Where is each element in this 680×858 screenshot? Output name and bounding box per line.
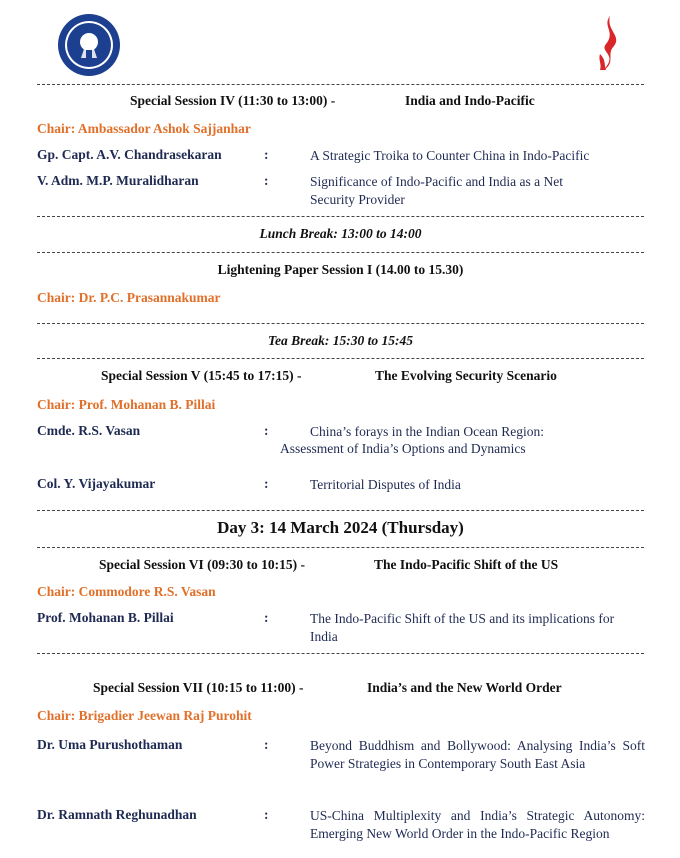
paper-title: Beyond Buddhism and Bollywood: Analysing India’s Soft Power Strategies in Contemporary South East Asia <box>310 738 645 771</box>
session-chair: Chair: Brigadier Jeewan Raj Purohit <box>37 708 252 723</box>
paper-title: Territorial Disputes of India <box>310 477 461 492</box>
speaker-name: Gp. Capt. A.V. Chandrasekaran <box>37 147 222 162</box>
paper-title: The Indo-Pacific Shift of the US and its implications for India <box>310 611 615 644</box>
session-header <box>37 93 644 111</box>
session-header <box>37 368 644 386</box>
session-title: Special Session VI (09:30 to 10:15) - <box>99 557 306 572</box>
session-chair: Chair: Dr. P.C. Prasannakumar <box>37 290 221 305</box>
flame-logo <box>596 14 622 72</box>
divider <box>37 510 644 511</box>
session-title: Lightening Paper Session I (14.00 to 15.30) <box>217 262 464 277</box>
tea-break: Tea Break: 15:30 to 15:45 <box>268 333 413 348</box>
separator-colon: : <box>264 147 269 162</box>
divider <box>37 84 644 85</box>
divider <box>37 547 644 548</box>
paper-title-line1: China’s forays in the Indian Ocean Region: <box>310 424 544 439</box>
session-theme: India’s and the New World Order <box>367 680 562 695</box>
speaker-name: Dr. Ramnath Reghunadhan <box>37 807 197 822</box>
session-title: Special Session IV (11:30 to 13:00) - <box>130 93 336 108</box>
day-heading: Day 3: 14 March 2024 (Thursday) <box>217 518 464 537</box>
divider <box>37 358 644 359</box>
separator-colon: : <box>264 423 269 438</box>
divider <box>37 323 644 324</box>
divider <box>37 653 644 654</box>
separator-colon: : <box>264 610 269 625</box>
speaker-name: Cmde. R.S. Vasan <box>37 423 141 438</box>
session-theme: The Evolving Security Scenario <box>375 368 557 383</box>
divider <box>37 216 644 217</box>
paper-title-line2: Assessment of India’s Options and Dynamics <box>280 441 526 456</box>
session-header <box>37 680 644 698</box>
session-title: Special Session V (15:45 to 17:15) - <box>101 368 302 383</box>
speaker-name: Prof. Mohanan B. Pillai <box>37 610 174 625</box>
session-theme: The Indo-Pacific Shift of the US <box>374 557 559 572</box>
separator-colon: : <box>264 476 269 491</box>
paper-title: US-China Multiplexity and India’s Strategic Autonomy: Emerging New World Order in the Indo-Pacific Region <box>310 808 645 841</box>
university-seal-logo <box>55 12 123 78</box>
separator-colon: : <box>264 737 269 752</box>
session-chair: Chair: Ambassador Ashok Sajjanhar <box>37 121 251 136</box>
speaker-name: Dr. Uma Purushothaman <box>37 737 183 752</box>
speaker-name: V. Adm. M.P. Muralidharan <box>37 173 199 188</box>
session-chair: Chair: Prof. Mohanan B. Pillai <box>37 397 216 412</box>
session-title: Special Session VII (10:15 to 11:00) - <box>93 680 304 695</box>
session-theme: India and Indo-Pacific <box>405 93 535 108</box>
separator-colon: : <box>264 807 269 822</box>
divider <box>37 252 644 253</box>
session-chair: Chair: Commodore R.S. Vasan <box>37 584 216 599</box>
speaker-name: Col. Y. Vijayakumar <box>37 476 156 491</box>
paper-title: A Strategic Troika to Counter China in Indo-Pacific <box>310 148 590 163</box>
separator-colon: : <box>264 173 269 188</box>
paper-title: Significance of Indo-Pacific and India as a Net Security Provider <box>310 174 564 207</box>
lunch-break: Lunch Break: 13:00 to 14:00 <box>259 226 422 241</box>
session-header <box>37 557 644 575</box>
